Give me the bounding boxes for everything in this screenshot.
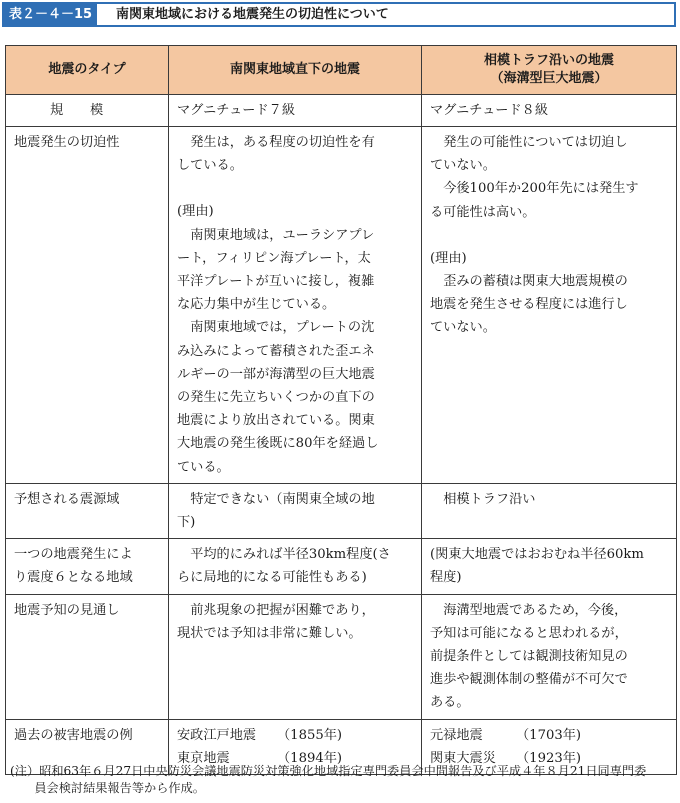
- list-item: [430, 724, 668, 747]
- text-line: み込みによって蓄積された歪エネ: [177, 343, 375, 359]
- direct-scale: マグニチュード７級: [169, 95, 422, 127]
- text-line: 大地震の発生後既に80年を経過し: [177, 436, 379, 452]
- text-line: (理由): [430, 250, 467, 266]
- row-label-scale: [6, 95, 169, 127]
- table-title-bar: [2, 2, 676, 27]
- row-label-intensity-area: [6, 539, 169, 594]
- text-line: 発生は，ある程度の切迫性を有: [190, 135, 375, 150]
- trough-imminence: [422, 127, 677, 484]
- table-row-imminence: [6, 127, 677, 484]
- spacer: [177, 177, 413, 200]
- header-trough-quake: [422, 46, 677, 95]
- text-line: 平洋プレートが互いに接し，複雑: [177, 274, 375, 290]
- quake-name: 元禄地震: [430, 727, 483, 743]
- row-label-imminence: 地震発生の切迫性: [6, 127, 169, 484]
- text-line: 海溝型地震であるため，今後，: [443, 602, 628, 618]
- text-line: 下): [177, 515, 196, 531]
- text-line: 南関東地域は，ユーラシアプレ: [190, 227, 375, 243]
- quake-year: （1894年): [277, 750, 343, 766]
- text-line: な応力集中が生じている。: [177, 297, 336, 313]
- footnote: [10, 763, 672, 797]
- text-line: 南関東地域では，プレートの沈: [190, 320, 375, 336]
- row-label-scale-text: [14, 99, 160, 122]
- table-row-scale: [6, 95, 677, 127]
- text-line: ルギーの一部が海溝型の巨大地震: [177, 366, 375, 382]
- text-line: 予知は可能になると思われるが，: [430, 625, 628, 641]
- text-line: 特定できない（南関東全域の地: [190, 491, 375, 507]
- footnote-line: (注）昭和63年６月27日中央防災会議地震防災対策強化地域指定専門委員会中間報告及び平成４年８月21日同専門委: [10, 764, 647, 778]
- quake-year: （1855年): [277, 727, 343, 743]
- footnote-line: 員会検討結果報告等から作成。: [10, 781, 205, 795]
- text-line: 現状では予知は非常に難しい。: [177, 625, 362, 641]
- text-line: ていない。: [430, 320, 496, 336]
- table-header-row: [6, 46, 677, 95]
- quake-year: （1703年): [516, 727, 582, 743]
- spacer: [430, 224, 668, 247]
- trough-intensity-area: [422, 539, 677, 594]
- text-line: り震度６となる地域: [14, 570, 133, 586]
- text-line: らに局地的になる可能性もある): [177, 570, 367, 586]
- text-line: ていない。: [430, 158, 496, 174]
- text-line: 相模トラフ沿い: [443, 491, 536, 507]
- direct-source-area: [169, 483, 422, 538]
- table-row-intensity-area: [6, 539, 677, 594]
- text-line: ート，フィリピン海プレート，太: [177, 250, 371, 266]
- text-line: (関東大地震ではおおむね半径60km: [430, 547, 644, 563]
- text-line: (理由): [177, 204, 214, 220]
- text-line: している。: [177, 158, 243, 174]
- header-direct-quake: 南関東地域直下の地震: [169, 46, 422, 95]
- text-line: 地震を発生させる程度には進行し: [430, 297, 628, 313]
- text-line: ある。: [430, 695, 470, 711]
- text-line: の発生に先立ちいくつかの直下の: [177, 390, 375, 406]
- trough-prediction: [422, 594, 677, 719]
- table-title: 南関東地域における地震発生の切迫性について: [116, 7, 389, 22]
- text-line: ている。: [177, 459, 230, 475]
- text-line: る可能性は高い。: [430, 204, 536, 220]
- table-number-label: 表２－４－15: [4, 4, 97, 25]
- table-row-source-area: [6, 483, 677, 538]
- text-line: 一つの地震発生によ: [14, 547, 133, 563]
- row-label-source-area: 予想される震源域: [6, 483, 169, 538]
- quake-name: 関東大震災: [430, 750, 496, 766]
- row-label-prediction: 地震予知の見通し: [6, 594, 169, 719]
- header-trough-line1: 相模トラフ沿いの地震: [483, 53, 614, 68]
- text-line: 発生の可能性については切迫し: [443, 135, 628, 150]
- list-item: [177, 724, 413, 747]
- quake-name: 安政江戸地震: [177, 727, 257, 743]
- text-line: 地震により放出されている。関東: [177, 413, 375, 429]
- text-line: 進歩や観測体制の整備が不可欠で: [430, 672, 628, 688]
- quake-year: （1923年): [516, 750, 582, 766]
- text-line: 歪みの蓄積は関東大地震規模の: [443, 274, 628, 290]
- scale-label-char-2: 模: [90, 102, 104, 118]
- trough-scale: マグニチュード８級: [422, 95, 677, 127]
- scale-label-char-1: 規: [50, 102, 64, 118]
- text-line: 程度): [430, 570, 462, 586]
- direct-imminence: [169, 127, 422, 484]
- imminence-table: [5, 45, 677, 775]
- direct-intensity-area: [169, 539, 422, 594]
- text-line: 前提条件としては観測技術知見の: [430, 649, 628, 665]
- row-label-past-quakes: 過去の被害地震の例: [6, 719, 169, 774]
- trough-source-area: [422, 483, 677, 538]
- text-line: 今後100年か200年先には発生す: [443, 181, 639, 197]
- header-trough-line2: （海溝型巨大地震）: [490, 71, 608, 86]
- header-quake-type: 地震のタイプ: [6, 46, 169, 95]
- quake-name: 東京地震: [177, 750, 230, 766]
- text-line: 平均的にみれば半径30km程度(さ: [190, 547, 391, 563]
- text-line: 前兆現象の把握が困難であり，: [190, 602, 375, 618]
- direct-prediction: [169, 594, 422, 719]
- table-row-prediction: [6, 594, 677, 719]
